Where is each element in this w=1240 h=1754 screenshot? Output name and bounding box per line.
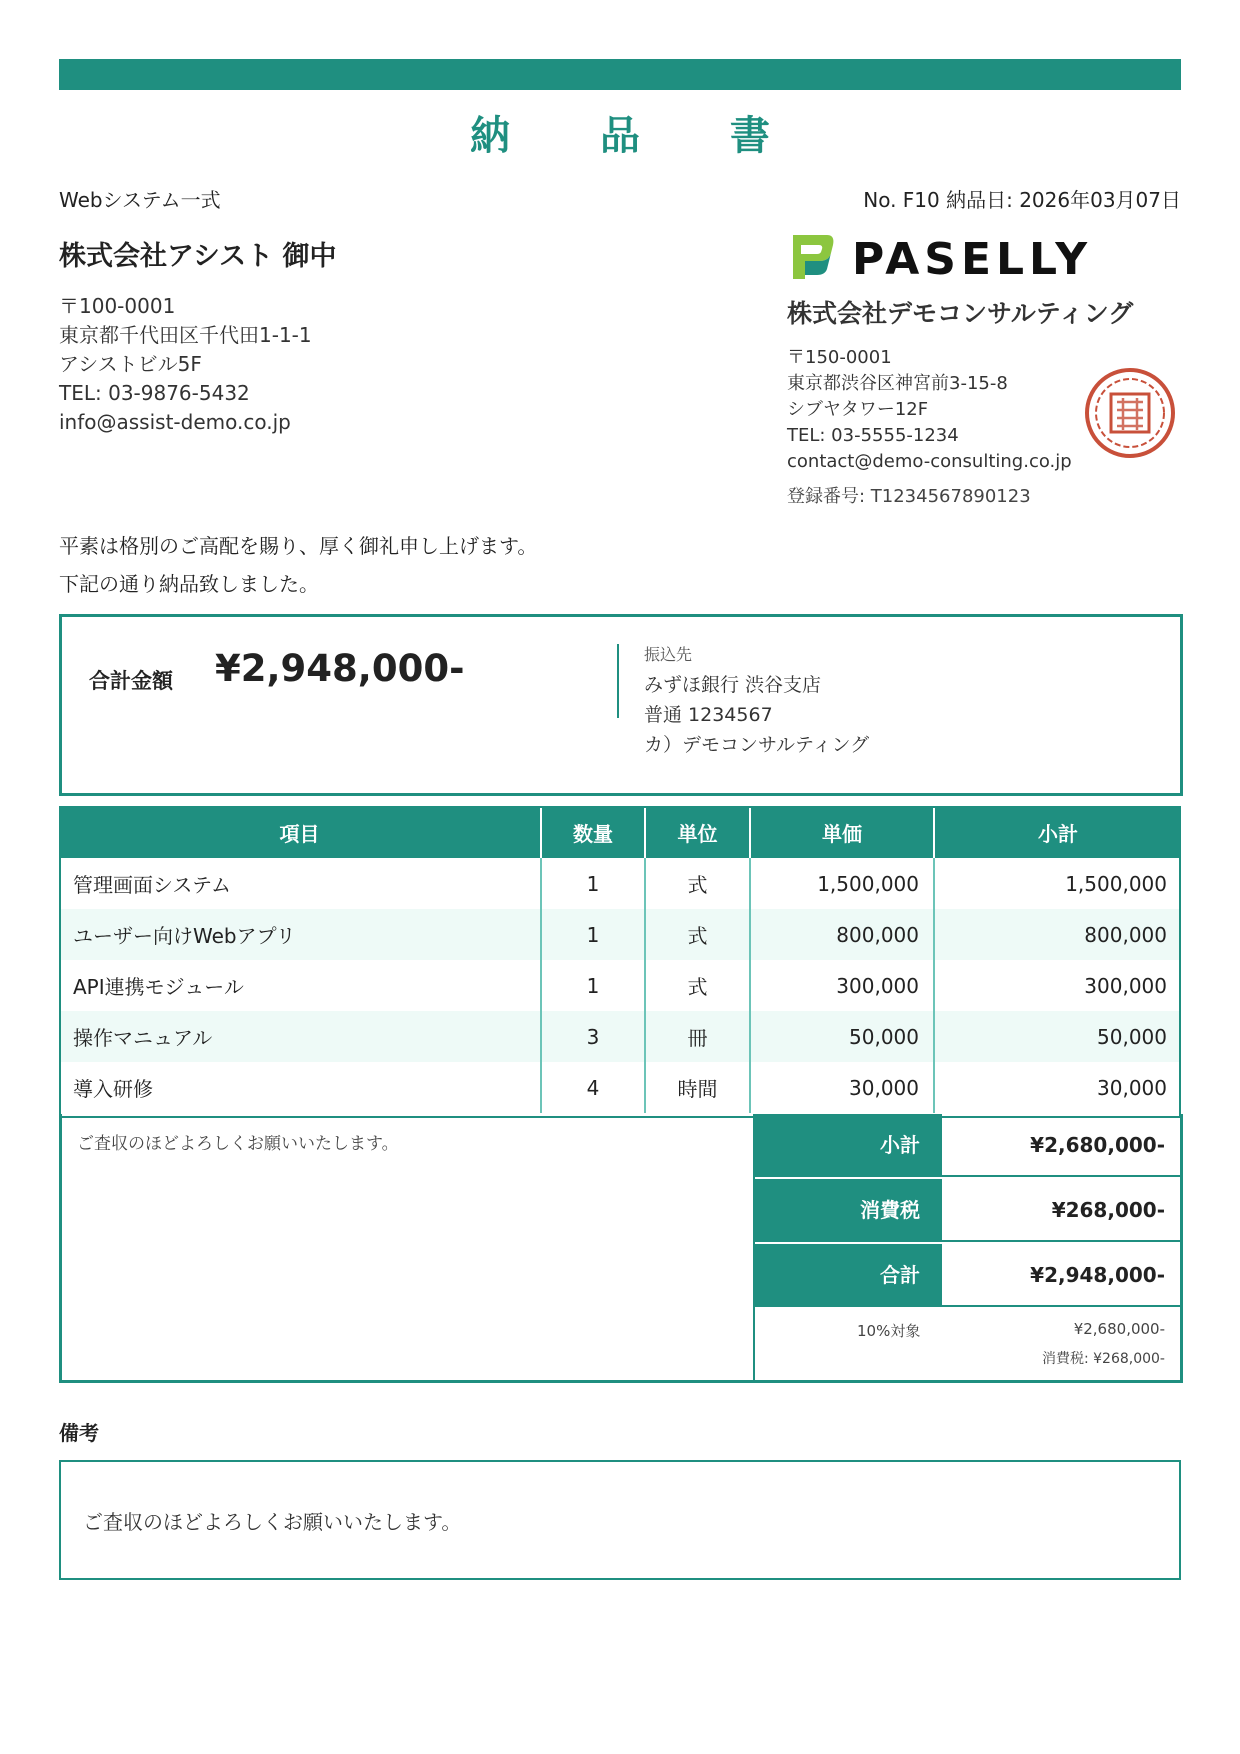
bank-info [644,644,869,760]
table-row [59,960,1181,1011]
tax-label: 消費税 [755,1179,940,1242]
tax-rate-base: ¥2,680,000- [1073,1320,1165,1338]
remarks-title: 備考 [59,1421,99,1445]
issuer-name: 株式会社デモコンサルティング [787,299,1134,328]
company-logo-icon [787,231,837,283]
bank-account: 普通 1234567 [644,704,773,726]
row-price: 30,000 [750,1062,934,1113]
issuer-tel: TEL: 03-5555-1234 [787,425,959,446]
subtotal-label: 小計 [755,1114,940,1177]
remarks-box [59,1460,1181,1580]
tax-value: ¥268,000- [940,1179,1180,1242]
client-tel: TEL: 03-9876-5432 [59,381,250,405]
remarks-text: ご査収のほどよろしくお願いいたします。 [83,1510,462,1534]
table-row [59,909,1181,960]
summary-subtotal-row [755,1114,1180,1177]
row-unit: 式 [645,858,750,909]
row-unit: 時間 [645,1062,750,1113]
row-qty: 1 [541,858,645,909]
total-amount-box [59,614,1183,796]
row-qty: 1 [541,960,645,1011]
bank-divider [617,644,619,718]
row-qty: 4 [541,1062,645,1113]
subtotal-value: ¥2,680,000- [940,1114,1180,1177]
company-seal-icon [1083,366,1177,460]
document-meta: No. F10 納品日: 2026年03月07日 [863,188,1181,212]
row-price: 50,000 [750,1011,934,1062]
tax-rate-amount: 消費税: ¥268,000- [1041,1351,1165,1367]
bank-holder: カ）デモコンサルティング [644,734,870,756]
grand-total-value: ¥2,948,000- [940,1244,1180,1307]
issuer-address [787,345,1072,475]
client-email: info@assist-demo.co.jp [59,410,291,434]
header-unit: 単位 [645,806,750,858]
client-name: 株式会社アシスト 御中 [59,241,337,272]
row-price: 800,000 [750,909,934,960]
row-unit: 式 [645,909,750,960]
header-item: 項目 [59,806,541,858]
grand-total-label: 合計 [755,1244,940,1307]
row-item: 導入研修 [73,1077,153,1101]
bank-name: みずほ銀行 渋谷支店 [644,674,822,696]
table-row [59,1062,1181,1113]
issuer-postal: 〒150-0001 [787,347,892,368]
items-table [59,806,1181,1113]
row-qty: 3 [541,1011,645,1062]
total-label: 合計金額 [89,669,173,693]
row-item: 管理画面システム [73,873,231,897]
greeting-line2: 下記の通り納品致しました。 [59,572,319,596]
client-address [59,292,312,437]
summary-section [59,1114,1183,1383]
greeting [59,527,537,603]
row-item: ユーザー向けWebアプリ [59,909,541,960]
row-subtotal: 800,000 [934,909,1181,960]
total-amount: ¥2,948,000- [215,647,465,690]
table-row [59,858,1181,909]
row-price: 300,000 [750,960,934,1011]
greeting-line1: 平素は格別のご高配を賜り、厚く御礼申し上げます。 [59,534,538,558]
client-postal: 〒100-0001 [59,294,176,318]
registration-number: 登録番号: T1234567890123 [787,486,1031,507]
tax-rate-label: 10%対象 [857,1322,921,1340]
row-subtotal: 300,000 [934,960,1181,1011]
row-unit: 冊 [645,1011,750,1062]
row-unit: 式 [645,960,750,1011]
issuer-address-line1: 東京都渋谷区神宮前3-15-8 [787,373,1008,394]
row-qty: 1 [541,909,645,960]
client-address-line2: アシストビル5F [59,352,202,376]
bank-title: 振込先 [644,645,693,664]
client-address-line1: 東京都千代田区千代田1-1-1 [59,323,312,347]
table-row [59,1011,1181,1062]
row-subtotal: 50,000 [934,1011,1181,1062]
issuer-email: contact@demo-consulting.co.jp [787,451,1072,472]
row-subtotal: 1,500,000 [934,858,1181,909]
logo-wordmark: PASELLY [852,234,1093,285]
table-header-row [59,806,1181,858]
summary-tax-row [755,1179,1180,1242]
summary-total-row [755,1244,1180,1307]
header-qty: 数量 [541,806,645,858]
header-bar [59,59,1181,90]
row-item: 操作マニュアル [59,1011,541,1062]
header-price: 単価 [750,806,934,858]
summary-note: ご査収のほどよろしくお願いいたします。 [77,1134,399,1154]
issuer-address-line2: シブヤタワー12F [787,399,929,420]
subject: Webシステム一式 [59,188,221,212]
row-subtotal: 30,000 [934,1062,1181,1113]
row-price: 1,500,000 [750,858,934,909]
row-item: API連携モジュール [73,975,244,999]
document-title: 納 品 書 [470,113,808,159]
header-subtotal: 小計 [934,806,1181,858]
